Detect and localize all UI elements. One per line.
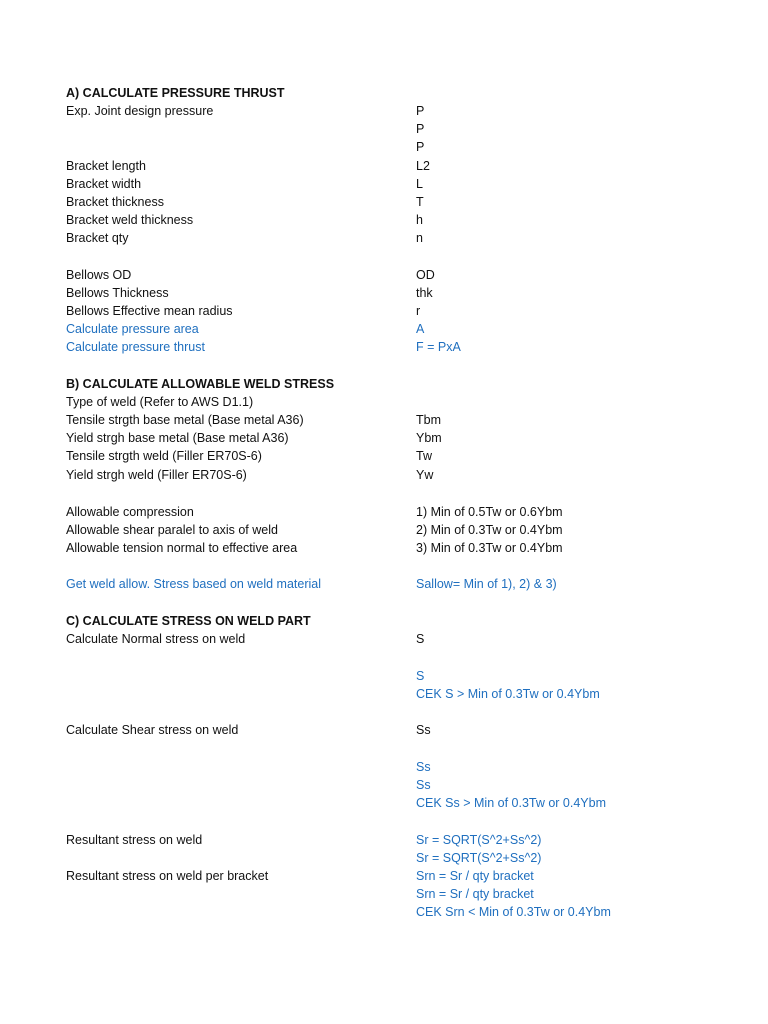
normal-stress-symbol: S [416, 632, 425, 646]
tensile-weld-label: Tensile strgth weld (Filler ER70S-6) [66, 449, 262, 463]
table-row [0, 211, 768, 229]
table-row [0, 521, 768, 539]
table-row [0, 867, 768, 885]
table-row [0, 320, 768, 338]
bracket-length-label: Bracket length [66, 159, 146, 173]
table-row [0, 903, 768, 921]
table-row [0, 266, 768, 284]
table-row [0, 447, 768, 465]
table-row [0, 102, 768, 120]
table-row [0, 685, 768, 703]
table-row [0, 138, 768, 156]
normal-stress-label: Calculate Normal stress on weld [66, 632, 246, 646]
pressure-area-formula: A [416, 322, 425, 336]
table-row [0, 758, 768, 776]
tensile-base-symbol: Tbm [416, 413, 441, 427]
allowable-shear-value: 2) Min of 0.3Tw or 0.4Ybm [416, 523, 563, 537]
allowable-compression-value: 1) Min of 0.5Tw or 0.6Ybm [416, 505, 563, 519]
bracket-qty-label: Bracket qty [66, 231, 129, 245]
yield-base-label: Yield strgh base metal (Base metal A36) [66, 431, 289, 445]
allowable-tension-label: Allowable tension normal to effective area [66, 541, 298, 555]
pressure-area-label: Calculate pressure area [66, 322, 199, 336]
bellows-radius-symbol: r [416, 304, 421, 318]
table-row [0, 157, 768, 175]
allowable-compression-label: Allowable compression [66, 505, 194, 519]
table-row [0, 466, 768, 484]
section-b-title: B) CALCULATE ALLOWABLE WELD STRESS [66, 377, 335, 391]
design-pressure-symbol: P [416, 122, 425, 136]
table-row [0, 667, 768, 685]
yield-weld-label: Yield strgh weld (Filler ER70S-6) [66, 468, 247, 482]
bellows-thickness-symbol: thk [416, 286, 433, 300]
table-row [0, 284, 768, 302]
table-row [0, 630, 768, 648]
pressure-thrust-label: Calculate pressure thrust [66, 340, 205, 354]
section-a-row [0, 84, 768, 102]
table-row [0, 503, 768, 521]
tensile-weld-symbol: Tw [416, 449, 432, 463]
section-a-title: A) CALCULATE PRESSURE THRUST [66, 86, 285, 100]
section-b-row [0, 375, 768, 393]
bracket-thickness-symbol: T [416, 195, 424, 209]
bracket-width-label: Bracket width [66, 177, 142, 191]
bracket-length-symbol: L2 [416, 159, 430, 173]
allowable-tension-value: 3) Min of 0.3Tw or 0.4Ybm [416, 541, 563, 555]
bracket-thickness-label: Bracket thickness [66, 195, 164, 209]
table-row [0, 429, 768, 447]
bellows-thickness-label: Bellows Thickness [66, 286, 169, 300]
shear-stress-label: Calculate Shear stress on weld [66, 723, 239, 737]
yield-base-symbol: Ybm [416, 431, 442, 445]
weld-allow-formula: Sallow= Min of 1), 2) & 3) [416, 577, 557, 591]
allowable-shear-label: Allowable shear paralel to axis of weld [66, 523, 278, 537]
table-row [0, 120, 768, 138]
bellows-radius-label: Bellows Effective mean radius [66, 304, 233, 318]
bellows-od-symbol: OD [416, 268, 435, 282]
shear-stress-symbol: Ss [416, 723, 431, 737]
section-c-row [0, 612, 768, 630]
shear-stress-check: CEK Ss > Min of 0.3Tw or 0.4Ybm [416, 796, 607, 810]
normal-stress-check: CEK S > Min of 0.3Tw or 0.4Ybm [416, 687, 600, 701]
bracket-qty-symbol: n [416, 231, 423, 245]
shear-stress-formula: Ss [416, 778, 431, 792]
bellows-od-label: Bellows OD [66, 268, 132, 282]
weld-allow-label: Get weld allow. Stress based on weld material [66, 577, 321, 591]
table-row [0, 885, 768, 903]
table-row [0, 575, 768, 593]
table-row [0, 175, 768, 193]
resultant-bracket-formula: Srn = Sr / qty bracket [416, 887, 534, 901]
yield-weld-symbol: Yw [416, 468, 434, 482]
section-c-title: C) CALCULATE STRESS ON WELD PART [66, 614, 311, 628]
bracket-weld-thickness-symbol: h [416, 213, 423, 227]
table-row [0, 539, 768, 557]
table-row [0, 776, 768, 794]
shear-stress-formula: Ss [416, 760, 431, 774]
table-row [0, 794, 768, 812]
design-pressure-label: Exp. Joint design pressure [66, 104, 214, 118]
resultant-stress-label: Resultant stress on weld [66, 833, 203, 847]
design-pressure-symbol: P [416, 140, 425, 154]
resultant-stress-formula: Sr = SQRT(S^2+Ss^2) [416, 833, 542, 847]
table-row [0, 193, 768, 211]
tensile-base-label: Tensile strgth base metal (Base metal A36) [66, 413, 304, 427]
table-row [0, 411, 768, 429]
normal-stress-formula: S [416, 669, 425, 683]
resultant-stress-formula: Sr = SQRT(S^2+Ss^2) [416, 851, 542, 865]
table-row [0, 393, 768, 411]
table-row [0, 849, 768, 867]
design-pressure-symbol: P [416, 104, 425, 118]
table-row [0, 721, 768, 739]
table-row [0, 229, 768, 247]
resultant-bracket-check: CEK Srn < Min of 0.3Tw or 0.4Ybm [416, 905, 611, 919]
bracket-width-symbol: L [416, 177, 423, 191]
weld-type-label: Type of weld (Refer to AWS D1.1) [66, 395, 254, 409]
table-row [0, 302, 768, 320]
table-row [0, 338, 768, 356]
pressure-thrust-formula: F = PxA [416, 340, 461, 354]
table-row [0, 831, 768, 849]
resultant-bracket-label: Resultant stress on weld per bracket [66, 869, 269, 883]
resultant-bracket-formula: Srn = Sr / qty bracket [416, 869, 534, 883]
bracket-weld-thickness-label: Bracket weld thickness [66, 213, 194, 227]
